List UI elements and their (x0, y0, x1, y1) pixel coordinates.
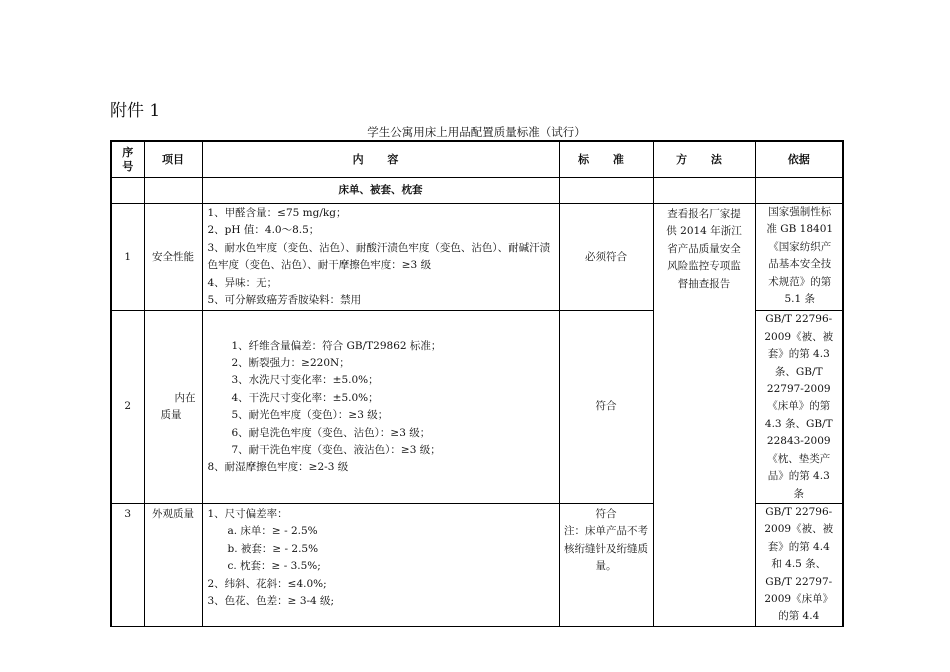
header-method: 方 法 (653, 141, 755, 178)
attachment-label: 附件 1 (110, 101, 161, 121)
row-standard-note: 注：床单产品不考核绗缝针及绗缝质量。 (564, 525, 648, 573)
header-no-line1: 序 (122, 145, 134, 159)
row-standard: 符合 (559, 311, 653, 503)
content-line: 5、耐光色牢度（变色）：≥3 级； (231, 409, 389, 422)
content-line: 1、纤维含量偏差：符合 GB/T29862 标准； (231, 339, 442, 352)
row-basis: GB/T 22796-2009《被、被套》的第 4.4 和 4.5 条、GB/T 22797-2009《床单》的第 4.4 (755, 503, 843, 626)
row-item (144, 311, 202, 503)
section-empty-method (653, 178, 755, 204)
table-caption: 学生公寓用床上用品配置质量标准（试行） (367, 125, 586, 139)
table-row (111, 204, 843, 311)
quality-standard-table (110, 140, 844, 627)
content-line: 6、耐皂洗色牢度（变色、沾色）：≥3 级； (231, 426, 431, 439)
content-line: 3、色花、色差：≥ 3-4 级; (207, 594, 335, 607)
row-standard: 必须符合 (559, 204, 653, 311)
header-content: 内 容 (202, 141, 559, 178)
method-cell: 查看报名厂家提供 2014 年浙江省产品质量安全风险监控专项监督抽查报告 (653, 204, 755, 627)
row-content (202, 311, 559, 503)
section-empty-item (144, 178, 202, 204)
content-line: c. 枕套：≥ - 3.5%; (227, 560, 321, 573)
header-standard: 标 准 (559, 141, 653, 178)
row-standard (559, 503, 653, 626)
content-line: 4、异味：无； (207, 276, 278, 289)
row-number: 2 (111, 311, 144, 503)
row-item: 外观质量 (144, 503, 202, 626)
header-basis: 依据 (755, 141, 843, 178)
row-item-line2: 质量 (160, 409, 182, 422)
content-line: 2、断裂强力：≥220N； (231, 356, 350, 369)
content-line: 1、甲醛含量：≤75 mg/kg； (207, 207, 347, 219)
header-no (111, 141, 144, 178)
row-standard-main: 符合 (595, 507, 617, 520)
content-line: 7、耐干洗色牢度（变色、液沾色）：≥3 级； (231, 443, 441, 456)
content-line: 5、可分解致癌芳香胺染料：禁用 (207, 294, 362, 307)
content-line: 2、pH 值：4.0～8.5； (207, 224, 320, 237)
content-line: 8、耐湿摩擦色牢度：≥2-3 级 (207, 461, 349, 474)
header-no-line2: 号 (122, 159, 134, 173)
content-line: 1、尺寸偏差率： (207, 507, 288, 520)
row-content (202, 204, 559, 311)
content-line: a. 床单：≥ - 2.5% (227, 525, 318, 538)
row-number: 1 (111, 204, 144, 311)
content-line: 2、纬斜、花斜：≤4.0%; (207, 577, 327, 590)
header-item: 项目 (144, 141, 202, 178)
header-row (111, 141, 843, 178)
content-line: 3、水洗尺寸变化率：±5.0%； (231, 374, 379, 387)
section-row (111, 178, 843, 204)
content-line: 3、耐水色牢度（变色、沾色）、耐酸汗渍色牢度（变色、沾色）、耐碱汗渍 (207, 241, 551, 254)
content-line: b. 被套：≥ - 2.5% (227, 542, 319, 555)
row-number: 3 (111, 503, 144, 626)
row-item-line1: 内在 (174, 391, 196, 404)
section-title: 床单、被套、枕套 (202, 178, 559, 204)
section-empty-basis (755, 178, 843, 204)
content-line: 4、干洗尺寸变化率：±5.0%； (231, 391, 379, 404)
row-basis: GB/T 22796-2009《被、被套》的第 4.3 条、GB/T 22797-2009《床单》的第 4.3 条、GB/T 22843-2009《枕、垫类产品》的第 4.3 条 (755, 311, 843, 503)
row-basis: 国家强制性标准 GB 18401《国家纺织产品基本安全技术规范》的第 5.1 条 (755, 204, 843, 311)
row-content (202, 503, 559, 626)
row-item: 安全性能 (144, 204, 202, 311)
section-empty-standard (559, 178, 653, 204)
content-line: 色牢度（变色、沾色）、耐干摩擦色牢度：≥3 级 (207, 259, 432, 272)
section-empty-no (111, 178, 144, 204)
